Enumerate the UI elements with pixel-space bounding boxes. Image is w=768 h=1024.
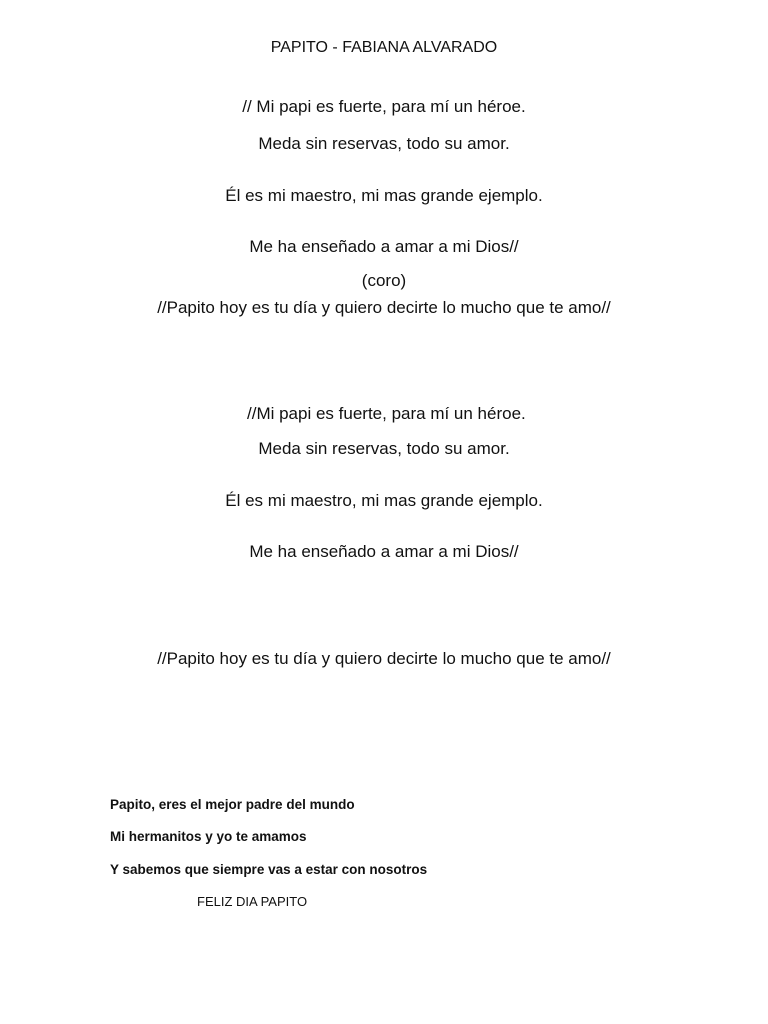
message-line-1: Papito, eres el mejor padre del mundo xyxy=(110,797,355,812)
verse1-line-1: // Mi papi es fuerte, para mí un héroe. xyxy=(242,97,526,116)
verse2-line-4: Me ha enseñado a amar a mi Dios// xyxy=(249,542,519,561)
chorus2-line: //Papito hoy es tu día y quiero decirte lo mucho que te amo// xyxy=(157,649,611,668)
closing-line: FELIZ DIA PAPITO xyxy=(197,894,308,909)
chorus-line: //Papito hoy es tu día y quiero decirte lo mucho que te amo// xyxy=(157,298,611,317)
message-line-3: Y sabemos que siempre vas a estar con nosotros xyxy=(110,862,428,877)
chorus-label: (coro) xyxy=(361,271,407,290)
verse1-line-4: Me ha enseñado a amar a mi Dios// xyxy=(249,237,519,256)
verse2-line-3: Él es mi maestro, mi mas grande ejemplo. xyxy=(225,491,543,510)
song-title: PAPITO - FABIANA ALVARADO xyxy=(270,39,498,56)
verse1-line-3: Él es mi maestro, mi mas grande ejemplo. xyxy=(225,186,543,205)
message-line-2: Mi hermanitos y yo te amamos xyxy=(110,829,307,844)
verse1-line-2: Meda sin reservas, todo su amor. xyxy=(258,134,510,153)
verse2-line-2: Meda sin reservas, todo su amor. xyxy=(258,439,510,458)
verse2-line-1: //Mi papi es fuerte, para mí un héroe. xyxy=(247,404,526,423)
